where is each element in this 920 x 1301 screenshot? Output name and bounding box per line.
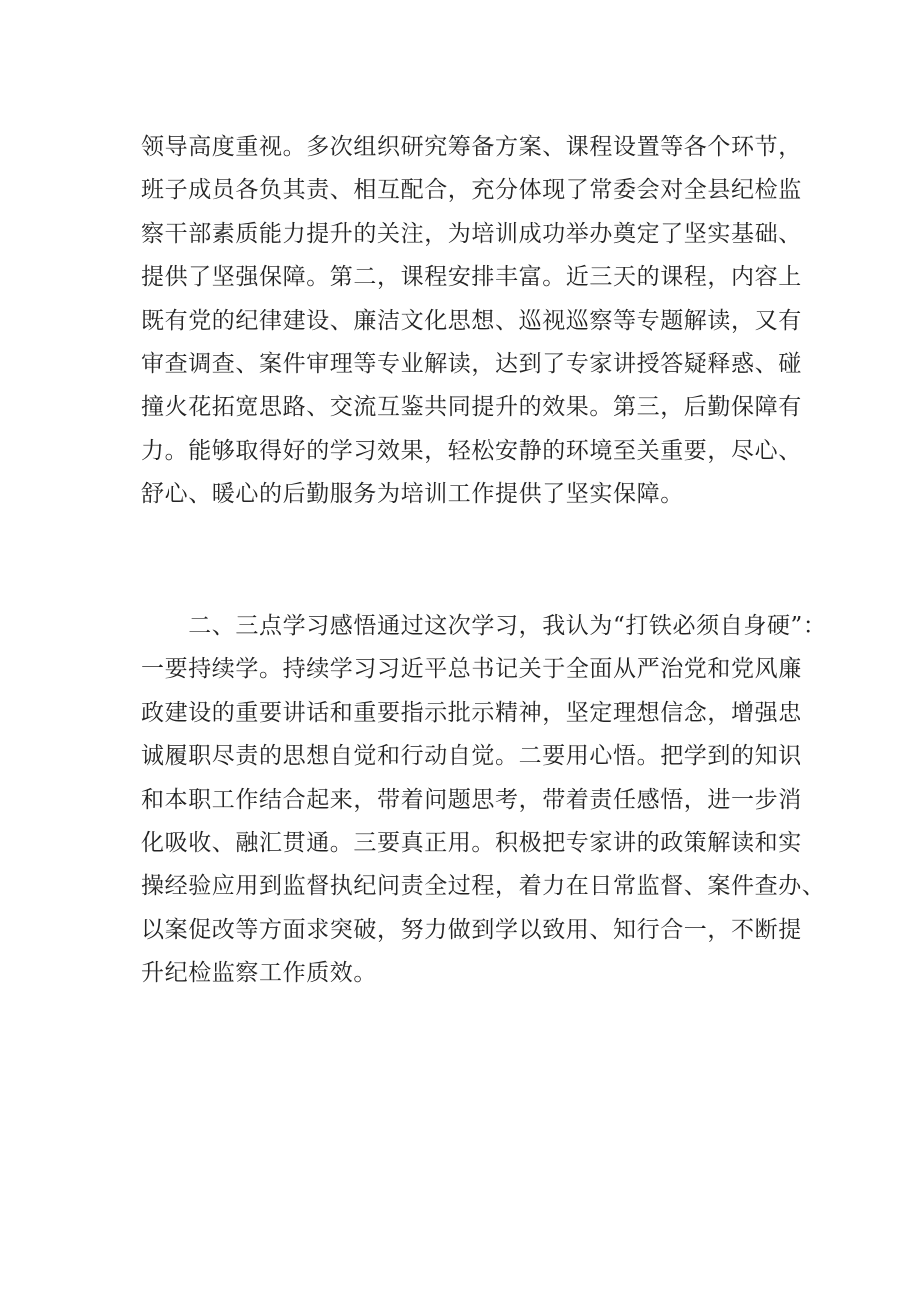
paragraph-line: 力。能够取得好的学习效果，轻松安静的环境至关重要，尽心、 [141, 437, 802, 464]
paragraph-line: 和本职工作结合起来，带着问题思考，带着责任感悟，进一步消 [141, 786, 802, 813]
paragraph-line: 撞火花拓宽思路、交流互鉴共同提升的效果。第三，后勤保障有 [141, 394, 802, 421]
paragraph-line: 一要持续学。持续学习习近平总书记关于全面从严治党和党风廉 [141, 656, 802, 683]
paragraph-line: 班子成员各负其责、相互配合，充分体现了常委会对全县纪检监 [141, 177, 802, 204]
paragraph-line: 审查调查、案件审理等专业解读，达到了专家讲授答疑释惑、碰 [141, 350, 802, 377]
paragraph-line: 舒心、暖心的后勤服务为培训工作提供了坚实保障。 [141, 481, 684, 508]
paragraph-1 [141, 126, 802, 517]
paragraph-line: 察干部素质能力提升的关注，为培训成功举办奠定了坚实基础、 [141, 220, 802, 247]
paragraph-line: 政建设的重要讲话和重要指示批示精神，坚定理想信念，增强忠 [141, 699, 802, 726]
paragraph-line: 以案促改等方面求突破，努力做到学以致用、知行合一，不断提 [141, 916, 802, 943]
paragraph-line: 升纪检监察工作质效。 [141, 960, 377, 987]
paragraph-line: 操经验应用到监督执纪问责全过程，着力在日常监督、案件查办、 [141, 873, 826, 900]
paragraph-line: 提供了坚强保障。第二，课程安排丰富。近三天的课程，内容上 [141, 264, 802, 291]
paragraph-line: 二、三点学习感悟通过这次学习，我认为“打铁必须自身硬”： [141, 613, 827, 639]
paragraph-line: 领导高度重视。多次组织研究筹备方案、课程设置等各个环节， [141, 134, 802, 160]
paragraph-line: 既有党的纪律建设、廉洁文化思想、巡视巡察等专题解读，又有 [141, 307, 802, 334]
paragraph-line: 化吸收、融汇贯通。三要真正用。积极把专家讲的政策解读和实 [141, 829, 802, 856]
paragraph-2 [141, 605, 827, 996]
paragraph-line: 诚履职尽责的思想自觉和行动自觉。二要用心悟。把学到的知识 [141, 743, 802, 770]
